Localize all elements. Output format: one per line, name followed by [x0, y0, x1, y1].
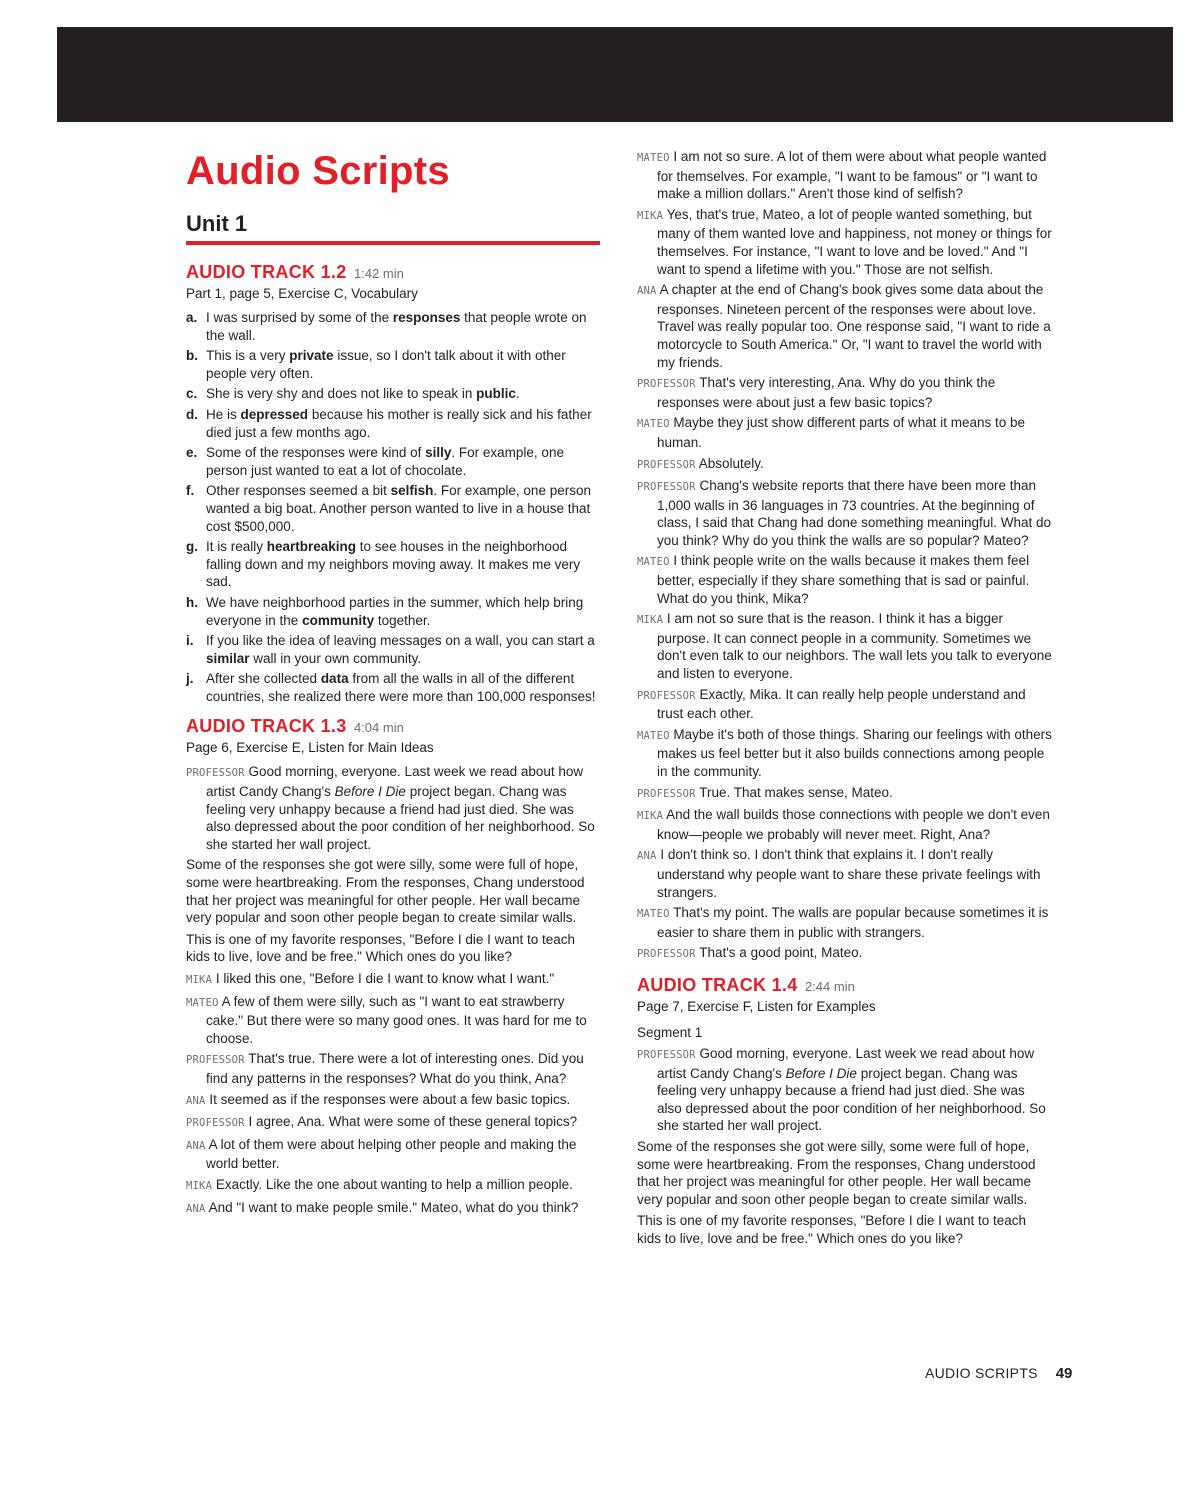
- item-letter: d.: [186, 406, 198, 422]
- speaker-name: PROFESSOR: [186, 1054, 245, 1067]
- line-text: Exactly. Like the one about wanting to help a million people.: [215, 1176, 573, 1192]
- item-text: I was surprised by some of the: [206, 310, 393, 325]
- speaker-line: [186, 763, 600, 853]
- track-label: AUDIO TRACK 1.4: [637, 974, 798, 995]
- vocab-term: depressed: [240, 406, 309, 422]
- speaker-line: [637, 806, 1053, 843]
- item-letter: f.: [186, 483, 195, 499]
- vocab-item: [186, 444, 600, 479]
- speaker-name: MATEO: [637, 729, 670, 742]
- paragraph: Some of the responses she got were silly, some were full of hope, some were heartbreaking. From the responses, Chang understood that her project was meaningful for other people. Her wall became very popular and soon other people began to create similar walls.: [186, 857, 585, 926]
- item-text: .: [515, 386, 520, 402]
- item-text: because his mother is really sick and his father died just a few months ago.: [206, 406, 592, 440]
- line-text: A chapter at the end of Chang's book gives some data about the responses. Nineteen percent of the responses were about love. Travel was really popular too. One response said, "I want to ride a motorcycle to South America." Or, "I want to travel the world with my friends.: [657, 282, 1051, 370]
- speaker-line: [186, 1113, 600, 1133]
- transcript-block: [637, 1024, 1053, 1248]
- line-text: Maybe it's both of those things. Sharing our feelings with others makes us feel better but it also builds connections among people in the community.: [657, 726, 1052, 779]
- speaker-line: [637, 944, 1053, 964]
- item-text: . For example, one person wanted a big boat. Another person wanted to live in a house that cost $500,000.: [206, 483, 591, 534]
- track-duration: 2:44 min: [804, 978, 855, 994]
- paragraph: This is one of my favorite responses, "Before I die I want to teach kids to live, love and be free." Which ones do you like?: [186, 931, 575, 965]
- speaker-name: MATEO: [637, 418, 670, 431]
- line-text: Exactly, Mika. It can really help people understand and trust each other.: [657, 686, 1026, 722]
- page-title: Audio Scripts: [186, 149, 450, 193]
- vocab-item: [186, 594, 600, 629]
- speaker-name: PROFESSOR: [637, 948, 696, 961]
- speaker-name: PROFESSOR: [637, 378, 696, 391]
- line-text: It seemed as if the responses were about a few basic topics.: [209, 1091, 571, 1107]
- speaker-line: [186, 1050, 600, 1087]
- vocabulary-list: [186, 309, 600, 705]
- transcript-block: [637, 148, 1053, 964]
- speaker-name: MIKA: [637, 810, 664, 823]
- line-text: Chang's website reports that there have been more than 1,000 walls in 36 languages in 73 countries. At the beginning of class, I said that Chang had done something meaningful. What do you think? Why do you think the walls are so popular? Mateo?: [657, 478, 1051, 548]
- project-title: Before I Die: [785, 1065, 857, 1081]
- speaker-line: [637, 904, 1053, 941]
- track-subtitle: Page 6, Exercise E, Listen for Main Ideas: [186, 740, 434, 756]
- speaker-name: MATEO: [637, 152, 670, 164]
- footer-label: AUDIO SCRIPTS: [925, 1365, 1038, 1381]
- line-text: Good morning, everyone. Last week we read about how artist Candy Chang's: [206, 764, 584, 800]
- track-duration: 4:04 min: [353, 720, 404, 736]
- vocab-item: [186, 385, 600, 403]
- vocab-term: community: [302, 612, 375, 628]
- item-letter: a.: [186, 310, 198, 325]
- paragraph: Some of the responses she got were silly, some were full of hope, some were heartbreaking. From the responses, Chang understood that her project was meaningful for other people. Her wall became very popular and soon other people began to create similar walls.: [637, 1138, 1036, 1207]
- speaker-line: [186, 1199, 600, 1219]
- speaker-line: [186, 970, 600, 990]
- paragraph: This is one of my favorite responses, "Before I die I want to teach kids to live, love and be free." Which ones do you like?: [637, 1213, 1026, 1246]
- line-text: I liked this one, "Before I die I want to know what I want.": [215, 971, 555, 986]
- segment-label: Segment 1: [637, 1024, 703, 1040]
- line-text: I think people write on the walls because it makes them feel better, especially if they share something that is sad or painful. What do you think, Mika?: [657, 553, 1030, 606]
- speaker-name: MIKA: [186, 974, 213, 986]
- speaker-line: [637, 148, 1053, 203]
- item-letter: c.: [186, 386, 198, 402]
- line-text: And the wall builds those connections with people we don't even know—people we probably will never meet. Right, Ana?: [657, 807, 1050, 842]
- speaker-name: PROFESSOR: [637, 458, 696, 471]
- speaker-name: MATEO: [186, 996, 219, 1009]
- speaker-line: [637, 477, 1053, 549]
- speaker-name: PROFESSOR: [637, 481, 696, 494]
- speaker-name: MIKA: [186, 1179, 213, 1192]
- speaker-name: MATEO: [637, 908, 670, 921]
- speaker-line: [637, 281, 1053, 371]
- item-text: He is: [206, 406, 241, 422]
- line-text: Yes, that's true, Mateo, a lot of people wanted something, but many of them wanted love and happiness, not money or things for themselves. For instance, "I want to love and be loved." And "I want to spend a lifetime with you." Those are not selfish.: [657, 206, 1052, 277]
- vocab-item: [186, 309, 600, 344]
- line-text: And "I want to make people smile." Mateo, what do you think?: [208, 1199, 579, 1215]
- item-text: It is really: [206, 539, 267, 555]
- speaker-line: [637, 552, 1053, 607]
- speaker-line: [186, 1136, 600, 1173]
- item-text: from all the walls in all of the different countries, she realized there were more than 100,000 responses!: [206, 671, 596, 704]
- speaker-name: ANA: [186, 1139, 206, 1152]
- speaker-name: PROFESSOR: [637, 1048, 696, 1061]
- header-band: [57, 27, 1173, 122]
- track-subtitle: Part 1, page 5, Exercise C, Vocabulary: [186, 286, 418, 301]
- line-text: True. That makes sense, Mateo.: [699, 784, 893, 800]
- item-text: . For example, one person just wanted to eat a lot of chocolate.: [206, 445, 564, 478]
- item-text: issue, so I don't talk about it with other people very often.: [206, 348, 566, 381]
- vocab-item: [186, 482, 600, 535]
- item-letter: g.: [186, 539, 198, 555]
- item-text: Some of the responses were kind of: [206, 445, 426, 461]
- right-column: [637, 148, 1053, 1251]
- speaker-name: PROFESSOR: [186, 1117, 245, 1130]
- line-text: I agree, Ana. What were some of these general topics?: [248, 1114, 578, 1130]
- item-text: to see houses in the neighborhood falling down and my neighbors moving away. It makes me very sad.: [206, 539, 581, 590]
- speaker-name: PROFESSOR: [637, 689, 696, 702]
- item-letter: b.: [186, 348, 198, 364]
- speaker-name: MATEO: [637, 556, 670, 569]
- line-text: A lot of them were about helping other people and making the world better.: [206, 1136, 577, 1172]
- transcript-block: [186, 763, 600, 1218]
- track-duration: 1:42 min: [353, 266, 404, 281]
- item-text: that people wrote on the wall.: [206, 310, 587, 343]
- line-text: A few of them were silly, such as "I want to eat strawberry cake." But there were so many good ones. It was hard for me to choose.: [206, 993, 587, 1046]
- speaker-line: [186, 1091, 600, 1111]
- track-heading: [186, 715, 600, 739]
- vocab-item: [186, 538, 600, 591]
- speaker-line: [186, 993, 600, 1048]
- speaker-name: ANA: [637, 285, 657, 298]
- track-subtitle: Page 7, Exercise F, Listen for Examples: [637, 998, 876, 1014]
- track-label: AUDIO TRACK 1.2: [186, 262, 347, 282]
- speaker-line: [637, 686, 1053, 723]
- line-text: project began. Chang was feeling very unhappy because a friend had just died. She was also depressed about the poor condition of her neighborhood. So she started her wall project.: [206, 784, 595, 852]
- line-text: I am not so sure. A lot of them were about what people wanted for themselves. For example, "I want to be famous" or "I want to make a million dollars." Aren't those kind of selfish?: [657, 149, 1047, 202]
- unit-heading: Unit 1: [186, 211, 600, 245]
- vocab-term: public: [476, 386, 516, 402]
- speaker-name: ANA: [186, 1202, 206, 1215]
- item-letter: j.: [186, 671, 194, 687]
- vocab-term: heartbreaking: [266, 539, 357, 555]
- page-footer: [925, 1363, 1072, 1384]
- speaker-line: [637, 784, 1053, 804]
- vocab-term: private: [289, 348, 334, 364]
- line-text: Absolutely.: [698, 455, 764, 471]
- speaker-line: [186, 1176, 600, 1196]
- vocab-term: selfish: [390, 483, 434, 499]
- speaker-name: PROFESSOR: [637, 787, 696, 800]
- vocab-item: [186, 406, 600, 441]
- line-text: I don't think so. I don't think that explains it. I don't really understand why people want to share these private feelings with strangers.: [657, 847, 1041, 900]
- speaker-name: PROFESSOR: [186, 767, 245, 780]
- vocab-item: [186, 632, 600, 667]
- speaker-name: MIKA: [637, 614, 664, 627]
- speaker-line: [637, 846, 1053, 901]
- speaker-name: MIKA: [637, 209, 664, 222]
- speaker-line: [637, 726, 1053, 781]
- vocab-term: data: [320, 671, 349, 687]
- item-text: She is very shy and does not like to speak in: [206, 386, 477, 402]
- speaker-line: [637, 610, 1053, 682]
- track-heading: [186, 261, 600, 285]
- item-text: wall in your own community.: [249, 650, 422, 666]
- line-text: That's my point. The walls are popular because sometimes it is easier to share them in public with strangers.: [657, 905, 1049, 940]
- left-column: [186, 148, 600, 1221]
- project-title: Before I Die: [334, 784, 406, 800]
- line-text: That's very interesting, Ana. Why do you think the responses were about just a few basic topics?: [657, 375, 996, 410]
- page-number: 49: [1055, 1365, 1073, 1382]
- item-letter: e.: [186, 445, 198, 461]
- speaker-line: [637, 455, 1053, 475]
- item-text: If you like the idea of leaving messages on a wall, you can start a: [206, 633, 595, 649]
- vocab-term: similar: [206, 650, 250, 666]
- line-text: That's true. There were a lot of interesting ones. Did you find any patterns in the responses? What do you think, Ana?: [206, 1051, 584, 1086]
- item-text: Other responses seemed a bit: [206, 483, 391, 499]
- speaker-name: ANA: [637, 850, 657, 863]
- item-text: together.: [374, 612, 431, 628]
- line-text: Good morning, everyone. Last week we read about how artist Candy Chang's: [657, 1045, 1035, 1081]
- line-text: Maybe they just show different parts of what it means to be human.: [657, 415, 1026, 450]
- speaker-name: ANA: [186, 1094, 206, 1107]
- speaker-line: [637, 206, 1053, 278]
- item-letter: i.: [186, 633, 194, 649]
- track-label: AUDIO TRACK 1.3: [186, 716, 347, 737]
- item-text: We have neighborhood parties in the summer, which help bring everyone in the: [206, 594, 584, 628]
- speaker-line: [637, 1045, 1053, 1135]
- item-text: This is a very: [206, 348, 290, 364]
- speaker-line: [637, 414, 1053, 451]
- line-text: I am not so sure that is the reason. I think it has a bigger purpose. It can connect people in a community. Sometimes we don't even talk to our neighbors. The wall lets you talk to everyone and listen to everyone.: [657, 611, 1052, 682]
- line-text: project began. Chang was feeling very unhappy because a friend had just died. She was also depressed about the poor condition of her neighborhood. So she started her wall project.: [657, 1065, 1046, 1134]
- vocab-term: responses: [392, 310, 461, 325]
- item-text: After she collected: [206, 671, 321, 687]
- track-heading: [637, 974, 1053, 998]
- line-text: That's a good point, Mateo.: [699, 945, 863, 961]
- vocab-term: silly: [425, 445, 452, 461]
- vocab-item: [186, 347, 600, 382]
- speaker-line: [637, 374, 1053, 411]
- vocab-item: [186, 670, 600, 705]
- item-letter: h.: [186, 594, 198, 610]
